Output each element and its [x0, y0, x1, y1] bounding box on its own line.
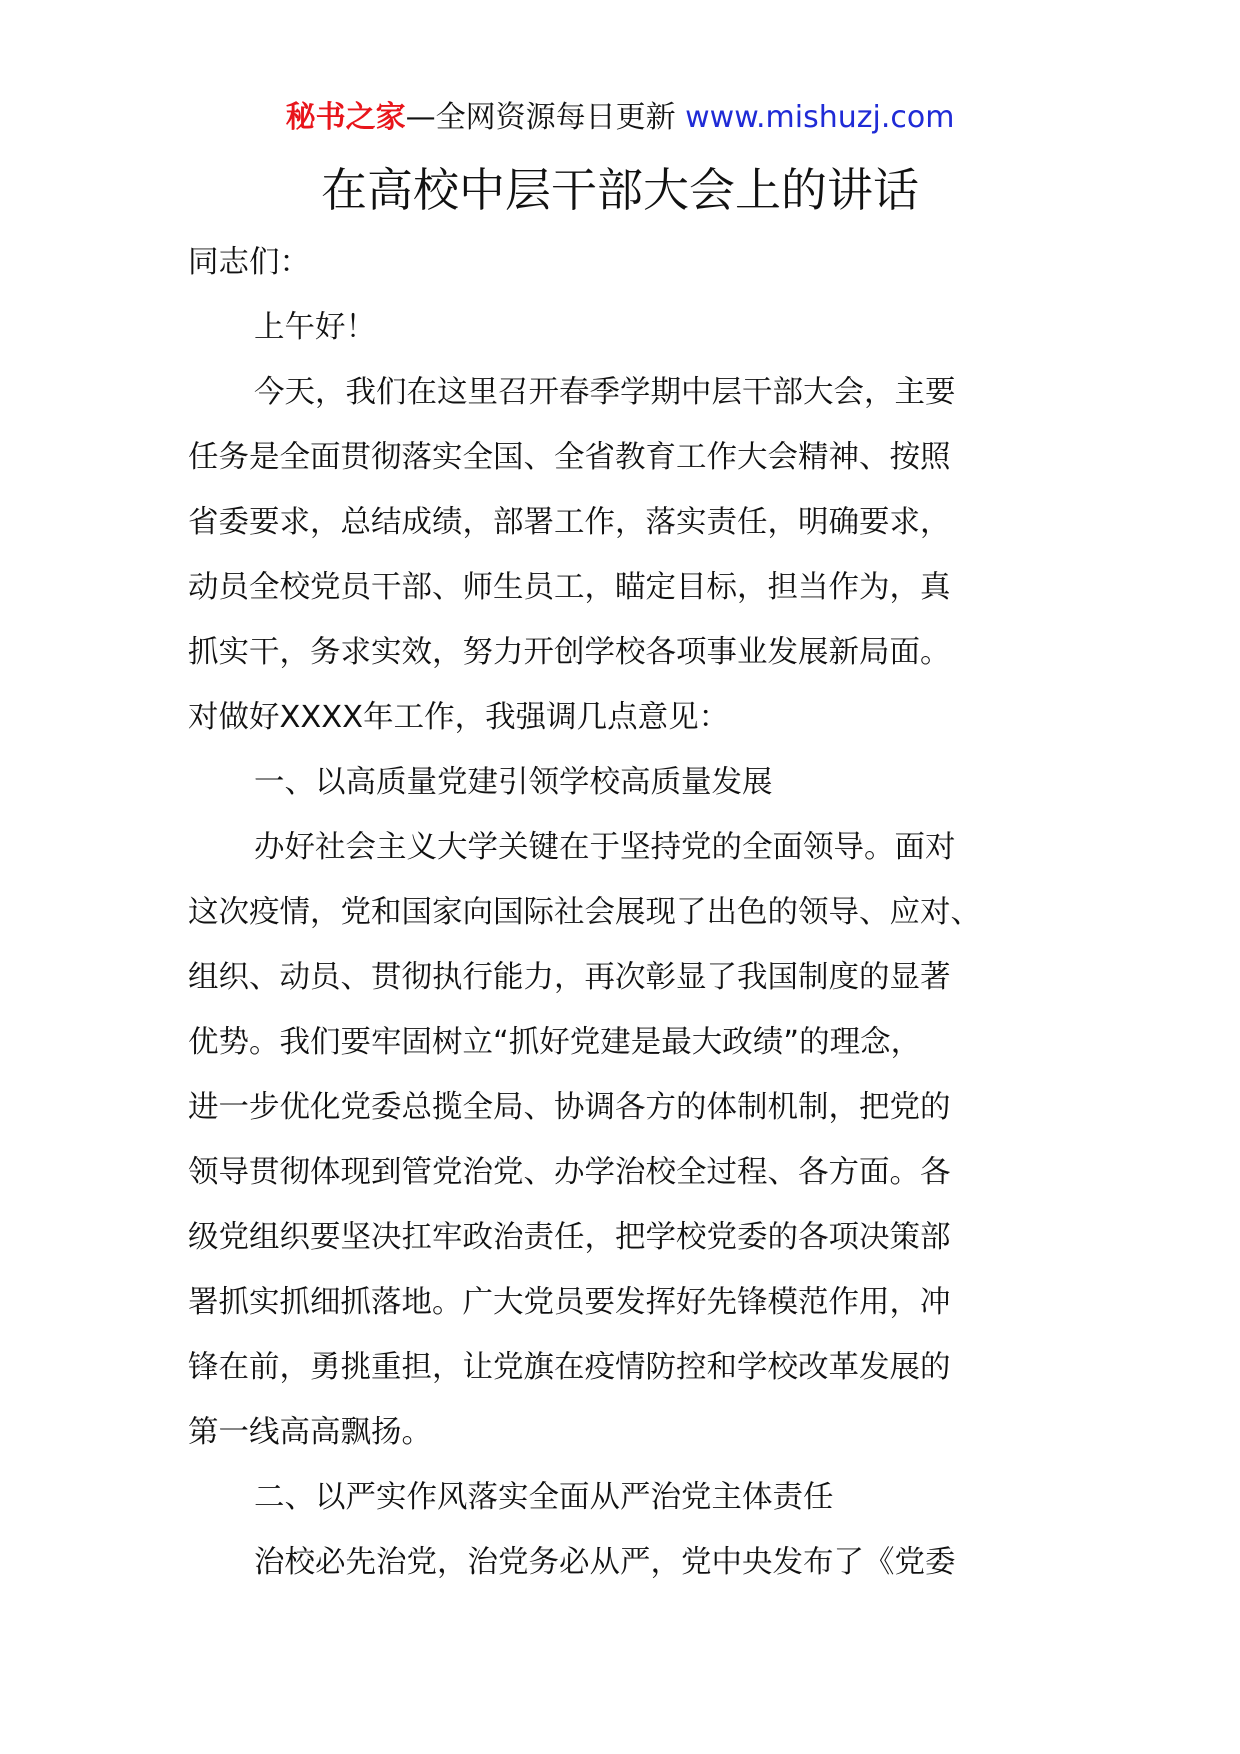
- salutation: 同志们：: [188, 245, 310, 280]
- site-url[interactable]: www.mishuzj.com: [685, 100, 955, 135]
- paragraph-line: 动员全校党员干部、师生员工，瞄定目标，担当作为，真: [188, 570, 951, 605]
- paragraph-line: 治校必先治党，治党务必从严，党中央发布了《党委: [254, 1545, 956, 1580]
- paragraph-line: 任务是全面贯彻落实全国、全省教育工作大会精神、按照: [188, 440, 951, 475]
- paragraph-line: 办好社会主义大学关键在于坚持党的全面领导。面对: [254, 830, 956, 865]
- paragraph-line: 第一线高高飘扬。: [188, 1415, 432, 1450]
- paragraph-line: 优势。我们要牢固树立“抓好党建是最大政绩”的理念，: [188, 1025, 922, 1060]
- paragraph-line: 锋在前，勇挑重担，让党旗在疫情防控和学校改革发展的: [188, 1350, 951, 1385]
- paragraph-line: 领导贯彻体现到管党治党、办学治校全过程、各方面。各: [188, 1155, 951, 1190]
- document-title: 在高校中层干部大会上的讲话: [321, 163, 919, 217]
- paragraph-line: 级党组织要坚决扛牢政治责任，把学校党委的各项决策部: [188, 1220, 951, 1255]
- section-heading-2: 二、以严实作风落实全面从严治党主体责任: [254, 1480, 834, 1515]
- paragraph-line: 组织、动员、贯彻执行能力，再次彰显了我国制度的显著: [188, 960, 951, 995]
- brand-name: 秘书之家: [285, 100, 406, 135]
- greeting: 上午好！: [254, 310, 376, 345]
- paragraph-line: 省委要求，总结成绩，部署工作，落实责任，明确要求，: [188, 505, 951, 540]
- site-header: [0, 98, 1240, 138]
- document-body: [188, 230, 1048, 1595]
- paragraph-line: 进一步优化党委总揽全局、协调各方的体制机制，把党的: [188, 1090, 951, 1125]
- header-tagline: —全网资源每日更新: [405, 100, 676, 135]
- paragraph-line: 今天，我们在这里召开春季学期中层干部大会，主要: [254, 375, 956, 410]
- section-heading-1: 一、以高质量党建引领学校高质量发展: [254, 765, 773, 800]
- paragraph-line: 抓实干，务求实效，努力开创学校各项事业发展新局面。: [188, 635, 951, 670]
- paragraph-line: 对做好XXXX年工作，我强调几点意见：: [188, 700, 730, 735]
- paragraph-line: 署抓实抓细抓落地。广大党员要发挥好先锋模范作用，冲: [188, 1285, 951, 1320]
- paragraph-line: 这次疫情，党和国家向国际社会展现了出色的领导、应对、: [188, 895, 981, 930]
